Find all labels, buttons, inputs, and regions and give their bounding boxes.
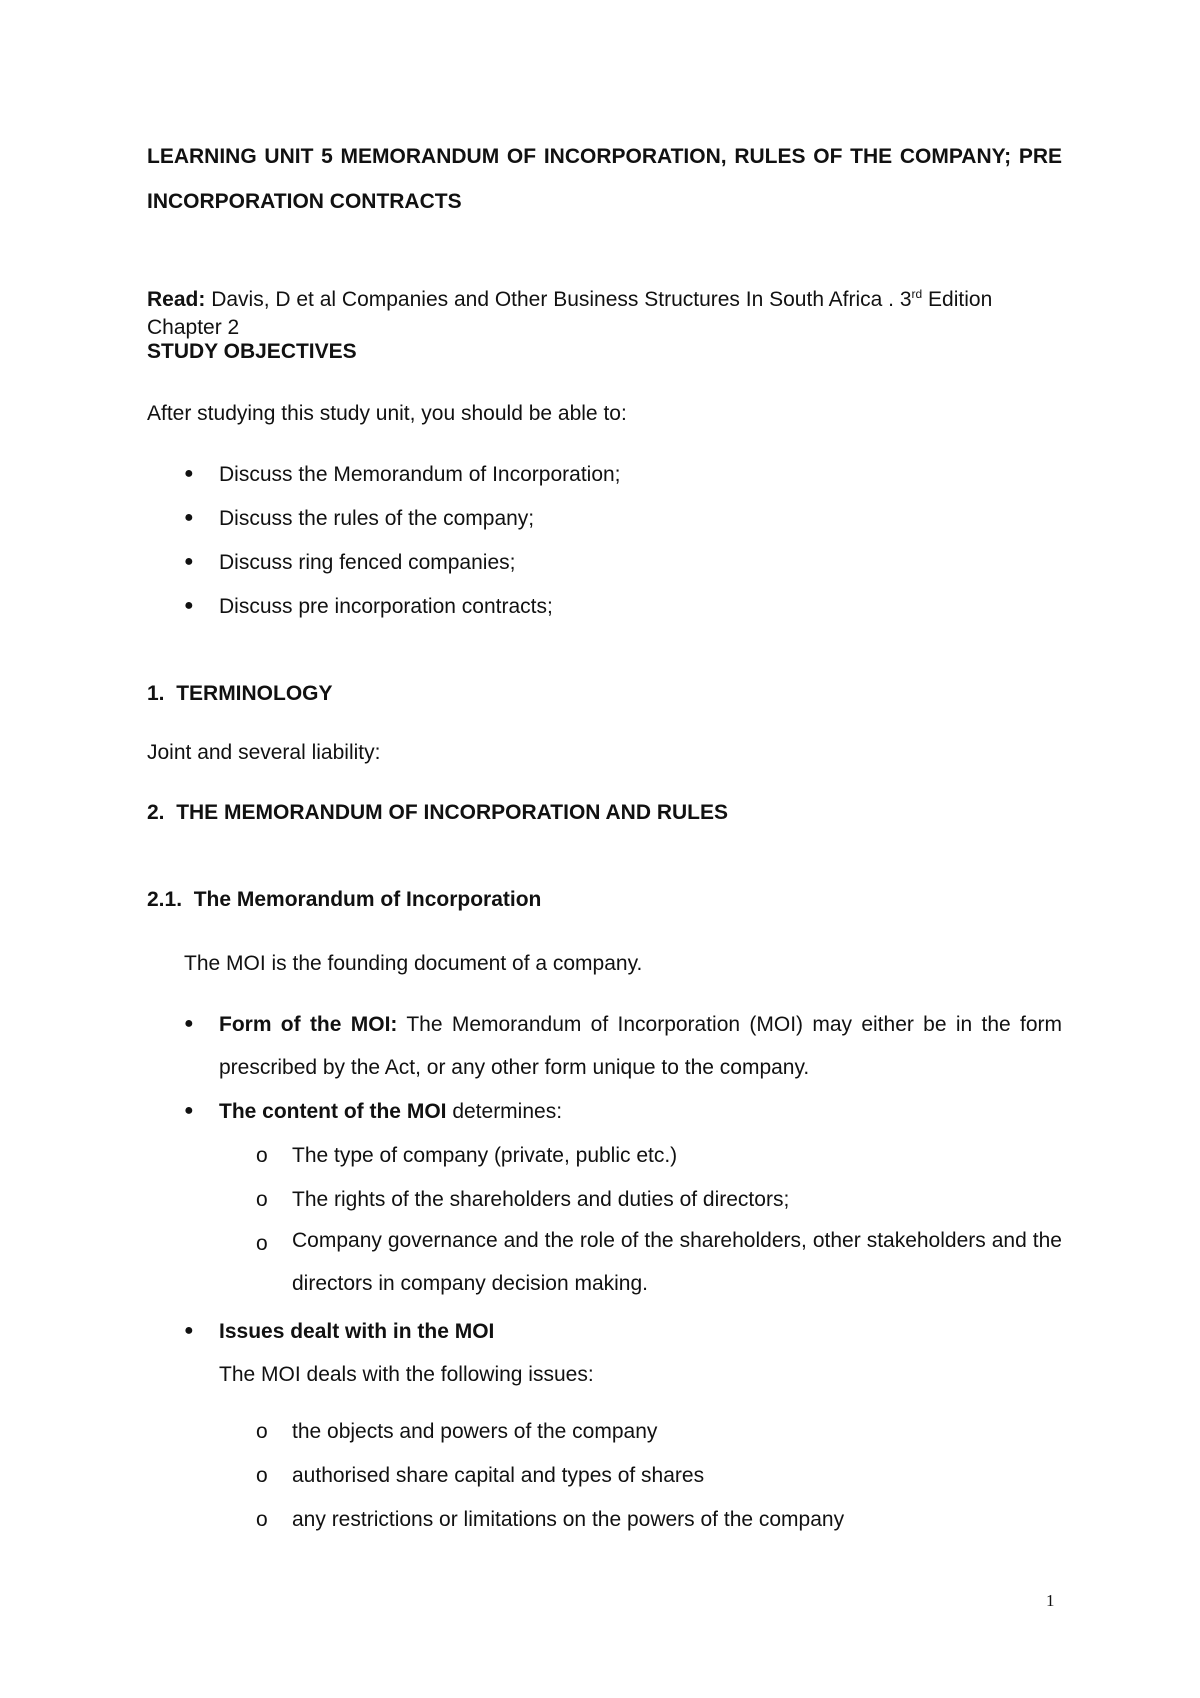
page-number: 1 [1046,1591,1055,1610]
issue-item: any restrictions or limitations on the powers of the company [292,1508,845,1531]
bullet-icon: ● [184,509,194,526]
content-of-moi-label: The content of the MOI [219,1100,447,1123]
section-2-title: THE MEMORANDUM OF INCORPORATION AND RULES [176,801,729,824]
section-2-1-heading [147,886,1062,914]
bullet-icon: ● [184,1015,194,1032]
sub-bullet-icon: o [256,1188,268,1211]
sub-bullet-icon: o [256,1420,268,1443]
read-text-end: Edition Chapter 2 [147,288,993,339]
content-of-moi-line [219,1098,1134,1126]
document-title: LEARNING UNIT 5 MEMORANDUM OF INCORPORATION, RULES OF THE COMPANY; PRE INCORPORATION CONTRACTS [147,145,1062,213]
read-line [147,280,1062,342]
section-1-number: 1. [147,682,165,705]
section-2-1-title: The Memorandum of Incorporation [193,888,542,911]
content-of-moi-text: determines: [446,1100,563,1123]
bullet-icon: ● [184,553,194,570]
terminology-text: Joint and several liability: [147,741,381,764]
section-2-number: 2. [147,801,165,824]
objective-item: Discuss ring fenced companies; [219,551,516,574]
sub-bullet-icon: o [256,1232,268,1255]
form-of-moi-paragraph [219,1003,1062,1089]
study-objectives-intro: After studying this study unit, you should be able to: [147,402,627,425]
objective-item: Discuss the Memorandum of Incorporation; [219,463,621,486]
study-objectives-heading: STUDY OBJECTIVES [147,340,357,363]
bullet-icon: ● [184,597,194,614]
objective-item: Discuss pre incorporation contracts; [219,595,553,618]
read-text: Davis, D et al Companies and Other Business Structures In South Africa . 3 [211,288,912,311]
objective-item: Discuss the rules of the company; [219,507,535,530]
issue-item: authorised share capital and types of shares [292,1464,705,1487]
content-item: Company governance and the role of the shareholders, other stakeholders and the directors in company decision making. [292,1229,1062,1295]
issues-intro: The MOI deals with the following issues: [219,1363,594,1386]
section-2-1-number: 2.1. [147,888,183,911]
section-1-title: TERMINOLOGY [176,682,333,705]
content-item: The type of company (private, public etc.) [292,1144,678,1167]
form-of-moi-text: The Memorandum of Incorporation (MOI) may either be in the form prescribed by the Act, or any other form unique to the company. [219,1013,1062,1079]
moi-intro: The MOI is the founding document of a company. [184,952,643,975]
read-label: Read: [147,288,206,311]
bullet-icon: ● [184,1322,194,1339]
read-sup: rd [911,287,923,301]
bullet-icon: ● [184,1102,194,1119]
sub-bullet-icon: o [256,1144,268,1167]
sub-bullet-icon: o [256,1508,268,1531]
section-2-heading [147,799,1062,827]
sub-bullet-icon: o [256,1464,268,1487]
content-item: The rights of the shareholders and duties of directors; [292,1188,790,1211]
form-of-moi-label: Form of the MOI: [219,1013,398,1036]
section-1-heading [147,680,1062,708]
issues-heading: Issues dealt with in the MOI [219,1320,495,1343]
bullet-icon: ● [184,465,194,482]
issue-item: the objects and powers of the company [292,1420,658,1443]
